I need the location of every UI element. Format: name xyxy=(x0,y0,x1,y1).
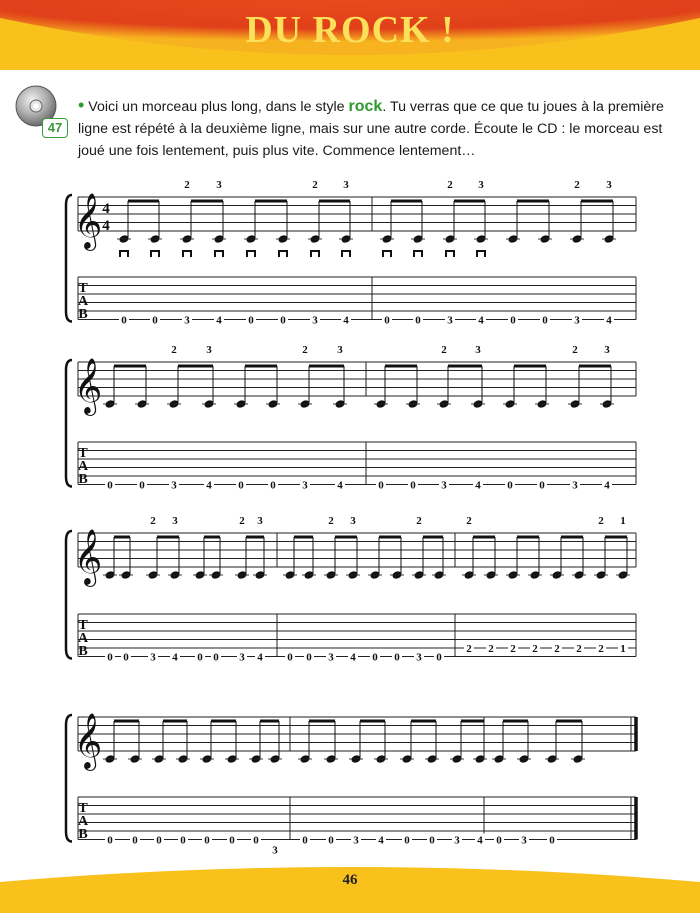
down-stroke-icon xyxy=(414,251,422,257)
treble-clef-icon: 𝄞 xyxy=(73,715,103,768)
fingering-number: 2 xyxy=(466,515,472,527)
tab-number: 0 xyxy=(394,651,400,664)
music-system-3 xyxy=(66,515,636,664)
cd-track-number: 47 xyxy=(42,118,68,138)
tab-number: 0 xyxy=(384,314,390,327)
bullet-icon: • xyxy=(78,95,85,115)
tab-number: 0 xyxy=(542,314,548,327)
tab-number: 4 xyxy=(172,651,178,664)
tab-number: 2 xyxy=(488,643,494,655)
tab-number: 3 xyxy=(328,651,334,664)
tab-clef-letter: B xyxy=(78,307,88,322)
tab-number: 0 xyxy=(204,834,210,847)
tab-number: 4 xyxy=(475,479,481,492)
tab-clef-letter: B xyxy=(78,472,88,487)
intro-keyword: rock xyxy=(348,98,383,115)
tab-number: 0 xyxy=(302,834,308,847)
intro-text-start: Voici un morceau plus long, dans le style xyxy=(88,99,349,115)
tab-number: 1 xyxy=(620,643,626,655)
tab-clef-letter: T xyxy=(78,281,88,296)
tab-number: 3 xyxy=(239,651,245,664)
tab-number: 3 xyxy=(150,651,156,664)
tab-number: 4 xyxy=(216,314,222,327)
system-bracket xyxy=(66,360,72,487)
tab-number: 0 xyxy=(107,834,113,847)
fingering-number: 2 xyxy=(598,515,604,527)
tab-number: 0 xyxy=(139,479,145,492)
fingering-number: 2 xyxy=(447,179,453,191)
tab-number: 3 xyxy=(447,314,453,327)
down-stroke-icon xyxy=(446,251,454,257)
tab-number: 0 xyxy=(121,314,127,327)
down-stroke-icon xyxy=(120,251,128,257)
fingering-number: 3 xyxy=(206,344,212,356)
tab-number: 0 xyxy=(132,834,138,847)
tab-number: 0 xyxy=(415,314,421,327)
fingering-number: 2 xyxy=(572,344,578,356)
fingering-number: 2 xyxy=(302,344,308,356)
tab-number: 0 xyxy=(410,479,416,492)
fingering-number: 3 xyxy=(350,515,356,527)
music-system-2 xyxy=(66,344,636,492)
fingering-number: 2 xyxy=(239,515,245,527)
tab-number: 3 xyxy=(574,314,580,327)
tab-number: 2 xyxy=(532,643,538,655)
tab-number: 3 xyxy=(441,479,447,492)
tab-number: 0 xyxy=(270,479,276,492)
tab-clef-letter: B xyxy=(78,827,88,842)
tab-number: 4 xyxy=(350,651,356,664)
down-stroke-icon xyxy=(477,251,485,257)
tab-clef-letter: T xyxy=(78,618,88,633)
fingering-number: 2 xyxy=(416,515,422,527)
tab-number: 3 xyxy=(184,314,190,327)
tab-number: 0 xyxy=(436,651,442,664)
treble-clef-icon: 𝄞 xyxy=(73,195,103,248)
tab-number: 3 xyxy=(416,651,422,664)
down-stroke-icon xyxy=(383,251,391,257)
fingering-number: 2 xyxy=(150,515,156,527)
tab-clef-letter: B xyxy=(78,644,88,659)
tab-number: 3 xyxy=(171,479,177,492)
tab-number: 3 xyxy=(272,844,278,857)
tab-number: 4 xyxy=(206,479,212,492)
tab-number: 4 xyxy=(477,834,483,847)
tab-number: 0 xyxy=(372,651,378,664)
down-stroke-icon xyxy=(311,251,319,257)
tab-number: 0 xyxy=(107,651,113,664)
tab-number: 0 xyxy=(280,314,286,327)
tab-number: 0 xyxy=(404,834,410,847)
fingering-number: 3 xyxy=(604,344,610,356)
tab-number: 2 xyxy=(554,643,560,655)
tab-number: 4 xyxy=(478,314,484,327)
fingering-number: 1 xyxy=(620,515,626,527)
tab-number: 0 xyxy=(378,479,384,492)
tab-number: 0 xyxy=(306,651,312,664)
tab-number: 0 xyxy=(328,834,334,847)
system-bracket xyxy=(66,195,72,322)
tab-clef-letter: A xyxy=(77,459,89,474)
down-stroke-icon xyxy=(151,251,159,257)
fingering-number: 3 xyxy=(606,179,612,191)
tab-number: 0 xyxy=(156,834,162,847)
down-stroke-icon xyxy=(247,251,255,257)
tab-number: 0 xyxy=(539,479,545,492)
tab-number: 3 xyxy=(454,834,460,847)
down-stroke-icon xyxy=(279,251,287,257)
tab-number: 4 xyxy=(337,479,343,492)
tab-number: 0 xyxy=(152,314,158,327)
tab-number: 0 xyxy=(253,834,259,847)
tab-clef-letter: A xyxy=(77,631,89,646)
intro-text-end: . Tu verras que ce que tu joues à la première ligne est répété à la deuxième ligne, mais sur une autre corde. Écoute le CD : le morceau est joué une fois lentement, puis plus vite. Commence lentement… xyxy=(78,99,664,159)
fingering-number: 3 xyxy=(478,179,484,191)
fingering-number: 3 xyxy=(257,515,263,527)
tab-number: 0 xyxy=(248,314,254,327)
tab-number: 0 xyxy=(213,651,219,664)
tab-number: 2 xyxy=(510,643,516,655)
tab-number: 0 xyxy=(238,479,244,492)
time-signature-top: 4 xyxy=(102,201,110,217)
fingering-number: 2 xyxy=(328,515,334,527)
tab-number: 0 xyxy=(123,651,129,664)
tab-number: 0 xyxy=(549,834,555,847)
treble-clef-icon: 𝄞 xyxy=(73,531,103,584)
down-stroke-icon xyxy=(342,251,350,257)
fingering-number: 3 xyxy=(475,344,481,356)
tab-number: 0 xyxy=(287,651,293,664)
tab-number: 2 xyxy=(466,643,472,655)
tab-number: 3 xyxy=(572,479,578,492)
tab-number: 0 xyxy=(180,834,186,847)
fingering-number: 3 xyxy=(337,344,343,356)
music-system-4 xyxy=(66,714,636,857)
tab-number: 0 xyxy=(496,834,502,847)
tab-number: 0 xyxy=(229,834,235,847)
tab-number: 3 xyxy=(353,834,359,847)
treble-clef-icon: 𝄞 xyxy=(73,360,103,413)
page-title: DU ROCK ! xyxy=(245,9,455,51)
system-bracket xyxy=(66,531,72,659)
tab-clef-letter: T xyxy=(78,446,88,461)
page-number: 46 xyxy=(342,872,358,888)
tab-number: 0 xyxy=(510,314,516,327)
fingering-number: 2 xyxy=(574,179,580,191)
tab-number: 0 xyxy=(107,479,113,492)
down-stroke-icon xyxy=(215,251,223,257)
tab-number: 4 xyxy=(604,479,610,492)
down-stroke-icon xyxy=(183,251,191,257)
fingering-number: 2 xyxy=(441,344,447,356)
system-bracket xyxy=(66,715,72,842)
fingering-number: 2 xyxy=(312,179,318,191)
tab-number: 2 xyxy=(598,643,604,655)
time-signature-bottom: 4 xyxy=(102,218,110,234)
tab-number: 0 xyxy=(507,479,513,492)
fingering-number: 2 xyxy=(184,179,190,191)
tab-number: 3 xyxy=(302,479,308,492)
fingering-number: 3 xyxy=(343,179,349,191)
tab-number: 3 xyxy=(312,314,318,327)
tab-number: 2 xyxy=(576,643,582,655)
tab-number: 4 xyxy=(378,834,384,847)
fingering-number: 3 xyxy=(172,515,178,527)
tab-clef-letter: A xyxy=(77,814,89,829)
tab-number: 4 xyxy=(343,314,349,327)
tab-clef-letter: A xyxy=(77,294,89,309)
tab-number: 4 xyxy=(606,314,612,327)
fingering-number: 3 xyxy=(216,179,222,191)
tab-clef-letter: T xyxy=(78,801,88,816)
tab-number: 0 xyxy=(429,834,435,847)
tab-number: 3 xyxy=(521,834,527,847)
music-system-1 xyxy=(66,179,636,327)
tab-number: 0 xyxy=(197,651,203,664)
fingering-number: 2 xyxy=(171,344,177,356)
tab-number: 4 xyxy=(257,651,263,664)
